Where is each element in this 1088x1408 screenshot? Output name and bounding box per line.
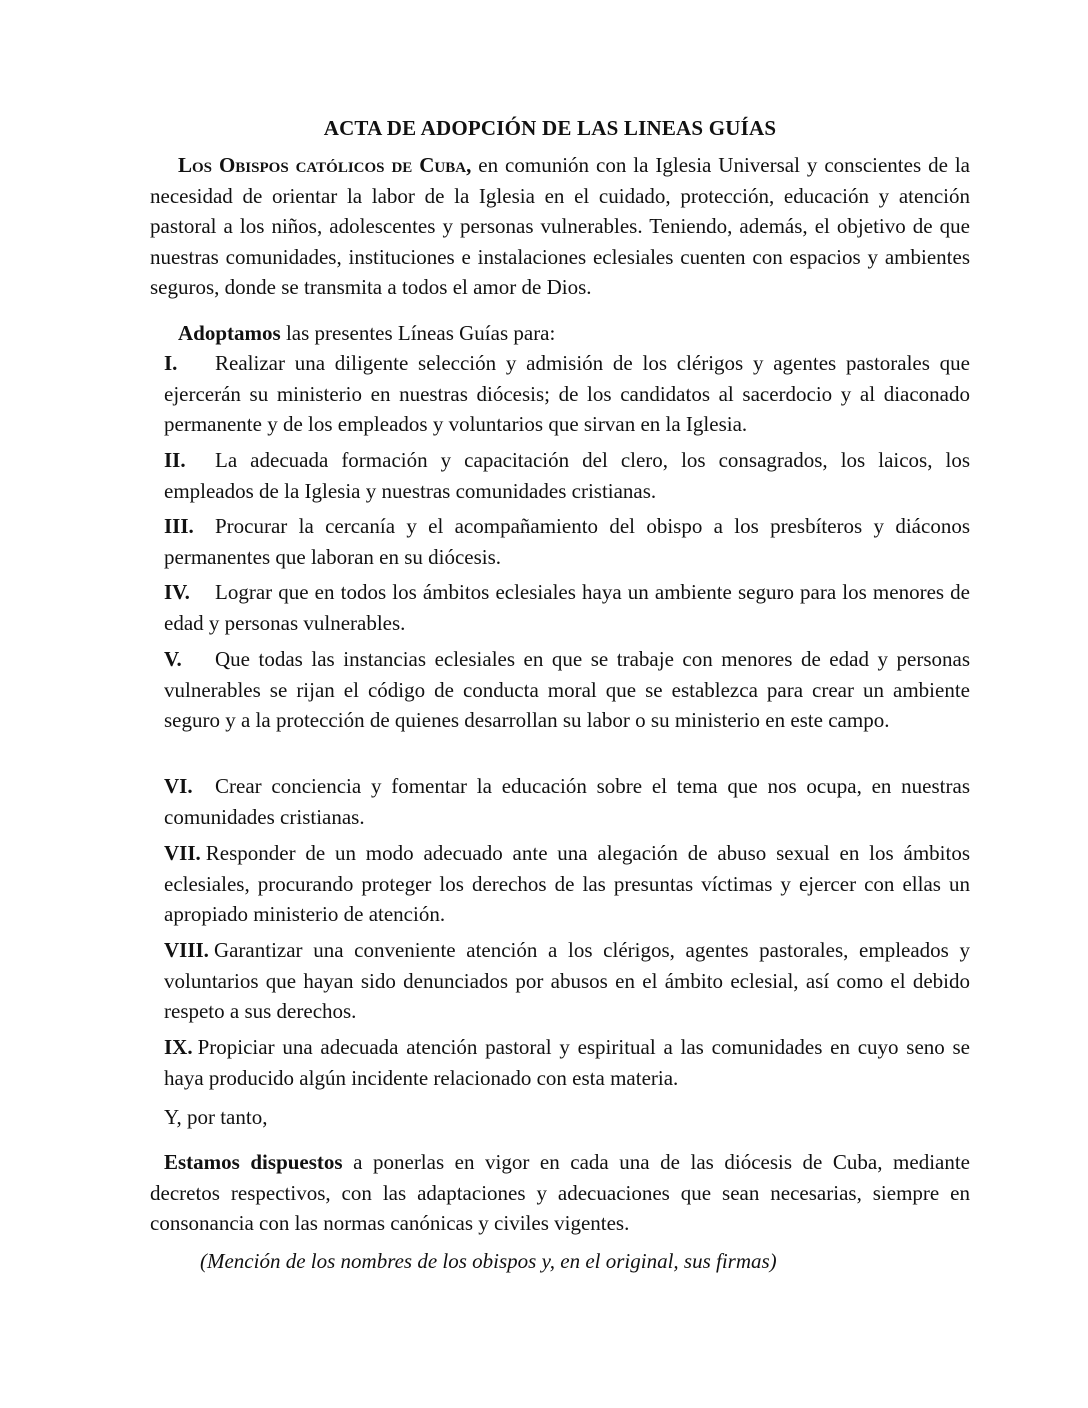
resolve-text: a ponerlas en vigor en cada una de las diócesis de Cuba, mediante decretos respectivos, con las adaptaciones y adecuaciones que sean necesarias, siempre en consonancia con las normas canónicas y civiles vigentes. [150,1150,970,1235]
list-item-5 [164,644,970,736]
resolve-bold: Estamos dispuestos [164,1150,343,1174]
item-text: La adecuada formación y capacitación del clero, los consagrados, los laicos, los empleados de la Iglesia y nuestras comunidades cristianas. [164,448,970,503]
adopt-bold: Adoptamos [178,321,281,345]
intro-paragraph [150,150,970,303]
list-item-4 [164,577,970,638]
list-item-1 [164,348,970,440]
adopt-paragraph [150,318,970,349]
item-number: VIII. [164,938,209,962]
item-text: Garantizar una conveniente atención a los clérigos, agentes pastorales, empleados y voluntarios que hayan sido denunciados por abusos en el ámbito eclesial, así como el debido respeto a sus derechos. [164,938,970,1023]
item-text: Que todas las instancias eclesiales en que se trabaje con menores de edad y personas vulnerables se rijan el código de conducta moral que se establezca para crear un ambiente seguro y a la protección de quienes desarrollan su labor o su ministerio en este campo. [164,647,970,732]
item-number: VI. [164,774,193,798]
item-text: Propiciar una adecuada atención pastoral y espiritual a las comunidades en cuyo seno se haya producido algún incidente relacionado con esta materia. [164,1035,970,1090]
list-item-8 [164,935,970,1027]
list-item-2 [164,445,970,506]
intro-subject: Los Obispos católicos de Cuba, [178,153,472,177]
item-text: Procurar la cercanía y el acompañamiento del obispo a los presbíteros y diáconos permanentes que laboran en su diócesis. [164,514,970,569]
item-number: II. [164,448,186,472]
item-number: I. [164,351,178,375]
list-item-6 [164,771,970,832]
item-number: IV. [164,580,190,604]
item-text: Crear conciencia y fomentar la educación sobre el tema que nos ocupa, en nuestras comunidades cristianas. [164,774,970,829]
resolve-paragraph [150,1147,970,1239]
intro-text: en comunión con la Iglesia Universal y conscientes de la necesidad de orientar la labor de la Iglesia en el cuidado, protección, educación y atención pastoral a los niños, adolescentes y personas vulnerables. Teniendo, además, el objetivo de que nuestras comunidades, instituciones e instalaciones eclesiales cuenten con espacios y ambientes seguros, donde se transmita a todos el amor de Dios. [150,153,970,299]
item-number: III. [164,514,194,538]
item-number: IX. [164,1035,193,1059]
item-number: VII. [164,841,201,865]
list-item-9 [164,1032,970,1093]
adopt-text: las presentes Líneas Guías para: [280,321,556,345]
item-text: Responder de un modo adecuado ante una alegación de abuso sexual en los ámbitos eclesiales, procurando proteger los derechos de las presuntas víctimas y ejercer con ellas un apropiado ministerio de atención. [164,841,970,926]
therefore-line: Y, por tanto, [164,1105,268,1129]
list-item-7 [164,838,970,930]
document-title: ACTA DE ADOPCIÓN DE LAS LINEAS GUÍAS [323,116,777,140]
item-text: Realizar una diligente selección y admisión de los clérigos y agentes pastorales que ejercerán su ministerio en nuestras diócesis; de los candidatos al sacerdocio y al diaconado permanente y de los empleados y voluntarios que sirvan en la Iglesia. [164,351,970,436]
item-number: V. [164,647,182,671]
list-item-3 [164,511,970,572]
item-text: Lograr que en todos los ámbitos eclesiales haya un ambiente seguro para los menores de edad y personas vulnerables. [164,580,970,635]
signature-note: (Mención de los nombres de los obispos y, en el original, sus firmas) [200,1249,777,1273]
